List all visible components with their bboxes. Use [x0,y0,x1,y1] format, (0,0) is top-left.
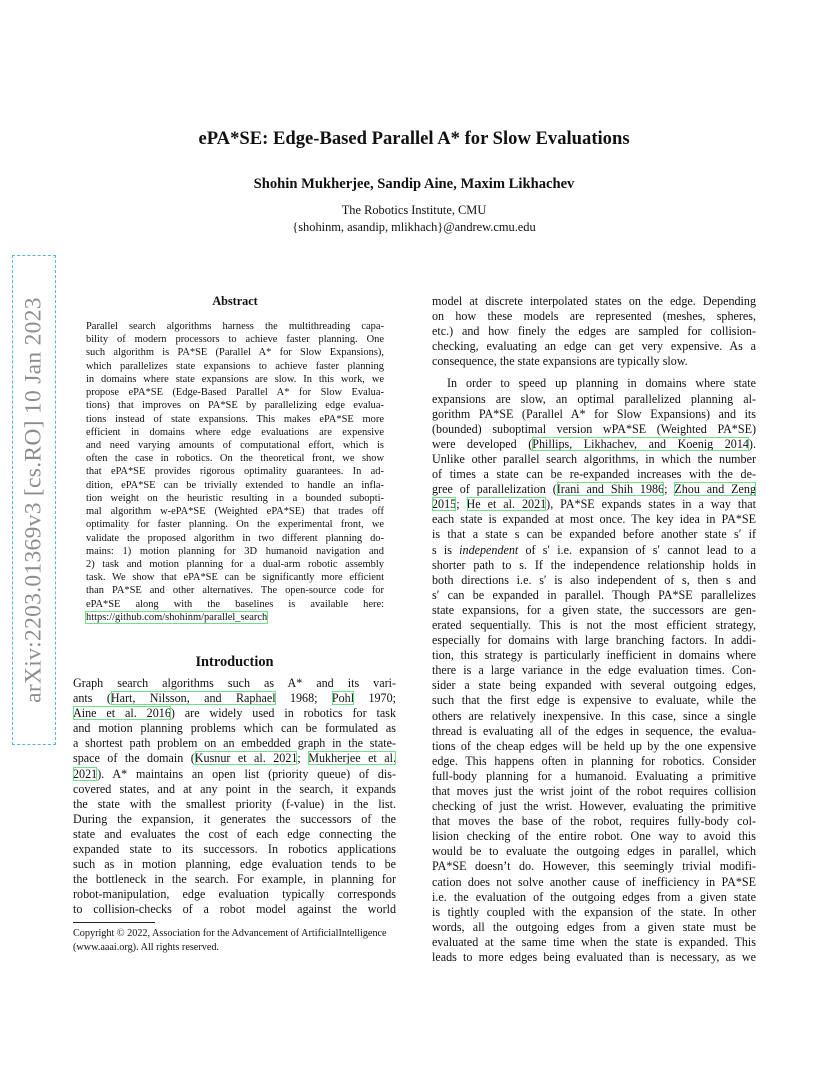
text-line: would be to evaluate the outgoing edges in parallel, which [432,844,756,859]
text-line: Copyright © 2022, Association for the Advancement of Artificial [73,928,339,939]
text-line: were developed (Phillips, Likhachev, and Koenig 2014). [432,436,756,451]
text-line: each state is expanded at most once. The key idea in PA*SE [432,512,756,527]
text-line: 2015; He et al. 2021), PA*SE expands states in a way that [432,497,757,512]
text-line: PA*SE doesn’t do. However, this seemingly trivial modifi- [432,859,756,874]
text-line: tion weight on the heuristic resulting in a bounded subopti- [86,492,384,504]
text-line: especially for domains with large branching factors. In addi- [432,633,756,648]
text-line: (bounded) suboptimal version wPA*SE (Weighted PA*SE) [432,421,756,436]
text-line: tions) that improves on PA*SE by parallelizing edge evalua- [86,400,384,412]
source-code-link[interactable]: https://github.com/shohinm/parallel_search [86,611,268,623]
text-line: tion, this strategy is particularly inefficient in domains where [432,648,756,663]
text-line: that moves just the wrist joint of the robot requires collision [432,784,756,798]
text-line: which parallelizes state expansions to achieve faster planning [86,360,384,372]
text-line: tions instead of state expansions. This makes ePA*SE more [86,413,384,425]
text-line: sider a state being expanded with several outgoing edges, [432,678,756,693]
text-line: in domains where state expansions are slow. In this work, we [86,373,384,385]
introduction-body [73,676,396,918]
text-line: there is a large variance in the edge evaluation times. Con- [432,663,756,678]
institution: The Robotics Institute, CMU [341,203,487,217]
text-line: gree of parallelization (Irani and Shih 1986; Zhou and Zeng [432,482,756,497]
paper-authors: Shohin Mukherjee, Sandip Aine, Maxim Likhachev [253,176,575,192]
text-line: others are relatively inexpensive. In this case, since a single [432,708,756,723]
text-line: than PA*SE and other alternatives. The open-source code for [86,585,384,597]
text-line: a shortest path problem on an embedded graph in the state- [73,736,396,751]
text-line: ants (Hart, Nilsson, and Raphael 1968; Pohl 1970; [73,691,396,706]
right-column-body [432,294,756,965]
text-line: such that the first edge is expensive to evaluate, while the [432,693,756,708]
text-line: propose ePA*SE (Edge-Based Parallel A* for Slow Evalua- [86,387,384,399]
text-line: 2021). A* maintains an open list (priority queue) of dis- [73,766,396,781]
text-line: Intelligence (www.aaai.org). All rights reserved. [73,928,387,953]
paper-title: ePA*SE: Edge-Based Parallel A* for Slow Evaluations [198,128,630,149]
text-line: 2) task and motion planning for a dual-arm robotic assembly [86,558,384,570]
text-line: edge. This happens often in planning for robotics. Consider [432,753,756,768]
citation-link[interactable]: Irani and Shih 1986 [556,482,665,497]
text-line: and motion planning problems which can be formulated as [73,721,396,736]
text-line: both directions i.e. s′ is also independent of s, then s and [432,572,756,587]
text-line: that ePA*SE provides rigorous optimality guarantees. In ad- [86,466,384,478]
text-line: task. We show that ePA*SE can be significantly more efficient [86,572,384,584]
text-line: Aine et al. 2016) are widely used in robotics for task [73,706,396,721]
text-line: ePA*SE along with the baselines is available here: [86,598,384,610]
text-line: optimality for faster planning. On the experimental front, we [86,519,384,531]
text-line: and need varying amounts of computational effort, which is [86,439,384,451]
text-line: that moves the base of the robot, requires fully-body col- [432,814,756,829]
text-line: is tightly coupled with the expansion of the state. In other [432,904,756,919]
text-lines [432,512,756,542]
copyright-footnote [73,927,396,954]
citation-link[interactable]: Kusnur et al. 2021 [194,751,298,766]
abstract-body [86,320,384,624]
text-line: the state with the smallest priority (f-value) in the list. [73,796,396,811]
text-line: mal algorithm w-ePA*SE (Weighted ePA*SE) that trades off [86,506,384,518]
text-line: Graph search algorithms such as A* and its vari- [73,676,396,690]
text-line: cation does not solve another cause of inefficiency in PA*SE [432,874,756,889]
citation-link[interactable]: Mukherjee et al. [308,751,396,766]
text-line: words, all the outgoing edges from a given state must be [432,919,756,934]
paragraph [432,294,756,369]
citation-link[interactable]: Hart, Nilsson, and Raphael [110,691,276,706]
arxiv-identifier-stamp [12,255,56,745]
text-line: checking, evaluating an edge can get very expensive. As a [432,339,756,354]
text-line: s is independent of s′ i.e. expansion of s′ cannot lead to a [432,542,756,557]
text-line: validate the proposed algorithm in two different planning do- [86,532,384,544]
text-line: expanded state to its successors. In robotics applications [73,842,396,857]
text-line: state expansions, for a given state, the successors are gen- [432,602,756,617]
citation-link[interactable]: Pohl [331,691,355,706]
text-line: space of the domain (Kusnur et al. 2021; Mukherjee et al. [73,751,396,766]
text-line: is that a state s can be expanded before another state s′ if [432,527,756,542]
text-line: Unlike other parallel search algorithms, in which the number [432,451,756,466]
text-line: efficient in domains where edge evaluations are expensive [86,426,384,438]
citation-link[interactable]: 2015 [432,497,457,512]
text-line: dition, ePA*SE can be trivially extended to handle an infla- [86,479,384,491]
author-emails: {shohinm, asandip, mlikhach}@andrew.cmu.edu [292,219,536,234]
text-line: gorithm PA*SE (Parallel A* for Slow Expansions) and its [432,406,756,421]
citation-link[interactable]: Phillips, Likhachev, and Koenig 2014 [532,436,749,451]
text-lines [432,558,756,966]
text-line: shorter path to s. If the independence relationship holds in [432,557,756,572]
text-line: thread is evaluating all of the edges in sequence, the evalua- [432,723,756,738]
text-line: state and evaluates the cost of each edge connecting the [73,826,396,841]
text-line: etc.) and how finely the edges are sampled for collision- [432,324,756,339]
text-line: lision checking of the entire robot. One way to avoid this [432,829,756,844]
text-line: bility of modern processors to achieve faster planning. One [86,334,384,346]
text-line: s′ can be expanded in parallel. Though PA*SE parallelizes [432,587,756,602]
text-line: mains: 1) motion planning for 3D humanoid navigation and [86,545,384,557]
citation-link[interactable]: Aine et al. 2016 [73,706,171,721]
text-line: on how these models are represented (meshes, spheres, [432,309,756,324]
author-affiliation [0,202,828,235]
arxiv-identifier: arXiv:2203.01369v3 [cs.RO] 10 Jan 2023 [20,297,47,703]
paragraph [432,376,756,436]
footnote-rule [73,922,155,923]
text-line: erated sequentially. This is not the most efficient strategy, [432,617,756,632]
text-line: model at discrete interpolated states on the edge. Depending [432,294,756,308]
text-line: In order to speed up planning in domains where state [447,376,756,391]
text-line: covered states, and at any point in the search, it expands [73,781,396,796]
citation-link[interactable]: He et al. 2021 [466,497,547,512]
text-line: During the expansion, it generates the successors of the [73,811,396,826]
text-line: to collision-checks of a robot model against the world [73,902,396,917]
text-line: of times a state can be re-expanded increases with the de- [432,467,756,482]
text-line: tions of the cheap edges will be held up by the one expensive [432,738,756,753]
text-line: the bottleneck in the search. For example, in planning for [73,872,396,887]
text-line: expansions are slow, an optimal parallelized planning al- [432,391,756,406]
abstract-heading: Abstract [212,294,258,308]
introduction-heading: Introduction [195,654,274,670]
text-line: consequence, the state expansions are typically slow. [432,354,688,369]
citation-link[interactable]: 2021 [73,766,98,781]
citation-link[interactable]: Zhou and Zeng [674,482,756,497]
text-line: robot-manipulation, edge evaluation typically corresponds [73,887,396,902]
text-line: such as in motion planning, edge evaluation tends to be [73,857,396,872]
text-line: checking of just the wrist. However, evaluating the primitive [432,799,756,814]
text-line: Parallel search algorithms harness the multithreading capa- [86,321,384,332]
text-line: full-body planning for a humanoid. Evaluating a primitive [432,768,756,783]
text-line: i.e. the evaluation of the outgoing edges from a given state [432,889,756,904]
text-line: often the case in robotics. On the theoretical front, we show [86,453,384,465]
text-line: such algorithm is PA*SE (Parallel A* for Slow Expansions), [86,347,384,359]
text-line: evaluated at the same time when the state is expanded. This [432,934,756,949]
text-line: leads to more edges being evaluated than is necessary, as we [432,950,756,965]
